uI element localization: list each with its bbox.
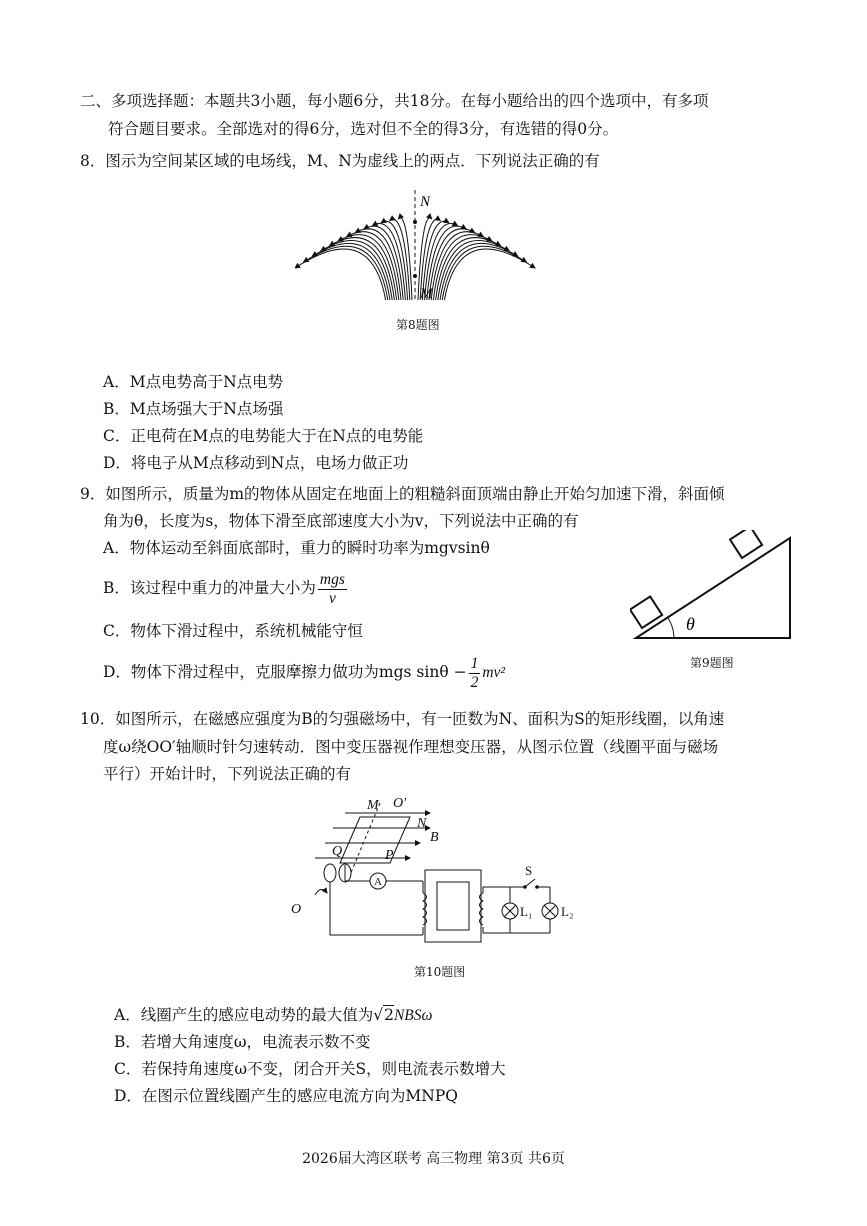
q9-option-d-numerator: 1 xyxy=(470,654,479,672)
rectangular-coil xyxy=(340,817,410,863)
label-b: B xyxy=(430,830,439,845)
field-line xyxy=(321,241,392,300)
field-lines xyxy=(295,218,535,300)
label-p: P xyxy=(385,848,394,863)
q9-option-d xyxy=(103,652,505,693)
q9-option-c: C．物体下滑过程中，系统机械能守恒 xyxy=(103,622,363,640)
point-n xyxy=(413,220,417,224)
q10-generator-circuit-figure xyxy=(285,795,585,955)
q10-stem-line1: 10．如图所示，在磁感应强度为B的匀强磁场中，有一匝数为N、面积为S的矩形线圈，以角速 xyxy=(80,710,725,728)
q10-option-c: C．若保持角速度ω不变，闭合开关S，则电流表示数增大 xyxy=(114,1060,506,1078)
q9-caption: 第9题图 xyxy=(690,656,734,670)
q9-option-b-text: B．该过程中重力的冲量大小为 xyxy=(103,579,316,597)
q9-option-d-fraction xyxy=(469,655,481,692)
rotation-axis xyxy=(350,803,380,875)
field-line xyxy=(442,246,526,300)
rotation-arrow xyxy=(315,889,327,895)
label-switch: S xyxy=(525,863,533,878)
q10-caption: 第10题图 xyxy=(414,965,466,979)
q10-option-b: B．若增大角速度ω，电流表示数不变 xyxy=(114,1033,371,1051)
label-o-prime: O′ xyxy=(393,796,407,811)
q10-stem-line2: 度ω绕OO′轴顺时针匀速转动．图中变压器视作理想变压器，从图示位置（线圈平面与磁场 xyxy=(103,738,719,756)
field-line xyxy=(440,243,518,300)
q9-option-b xyxy=(103,568,349,608)
incline-triangle xyxy=(636,538,790,638)
field-line xyxy=(304,246,388,300)
q8-option-d: D．将电子从M点移动到N点，电场力做正功 xyxy=(103,454,409,472)
q9-option-d-suffix: mv² xyxy=(482,664,506,681)
q9-option-d-text: D．物体下滑过程中，克服摩擦力做功为mgs sinθ − xyxy=(103,663,467,681)
section-title-line2: 符合题目要求。全部选对的得6分，选对但不全的得3分，有选错的得0分。 xyxy=(108,120,619,138)
field-line xyxy=(429,229,475,300)
q8-electric-field-figure xyxy=(295,188,545,308)
q10-option-a-suffix: NBSω xyxy=(393,1007,433,1024)
q9-option-a: A．物体运动至斜面底部时，重力的瞬时功率为mgvsinθ xyxy=(103,539,490,557)
label-n: N xyxy=(417,816,427,831)
section-title-line1: 二、多项选择题：本题共3小题，每小题6分，共18分。在每小题给出的四个选项中，有多项 xyxy=(80,92,709,110)
block-top xyxy=(730,530,762,558)
label-l2: L₂ xyxy=(561,904,574,919)
q10-stem-line3: 平行）开始计时，下列说法正确的有 xyxy=(103,765,352,783)
ammeter-label: A xyxy=(374,876,382,888)
field-line xyxy=(373,224,406,300)
q9-option-b-fraction xyxy=(318,571,347,608)
label-l1: L₁ xyxy=(520,904,533,919)
q9-option-d-denominator: 2 xyxy=(470,673,479,691)
q10-option-a-root: 2 xyxy=(384,1006,394,1024)
slip-ring-1 xyxy=(324,864,336,882)
q10-option-a: A．线圈产生的感应电动势的最大值为√2NBSω xyxy=(114,1006,433,1024)
q9-option-b-numerator: mgs xyxy=(319,570,345,588)
label-m: M xyxy=(367,798,379,813)
q10-option-a-text: A．线圈产生的感应电动势的最大值为 xyxy=(114,1006,374,1024)
q8-caption: 第8题图 xyxy=(396,318,440,332)
page-footer: 2026届大湾区联考 高三物理 第3页 共6页 xyxy=(302,1151,565,1167)
q8-stem: 8．图示为空间某区域的电场线，M、N为虚线上的两点．下列说法正确的有 xyxy=(80,152,600,170)
q9-stem-line2: 角为θ，长度为s，物体下滑至底部速度大小为v，下列说法中正确的有 xyxy=(103,512,579,530)
transformer-core xyxy=(425,870,481,942)
label-m: M xyxy=(420,286,433,302)
label-q: Q xyxy=(332,844,343,859)
transformer-window xyxy=(437,882,469,930)
q9-option-b-denominator: v xyxy=(328,589,336,607)
label-n: N xyxy=(420,194,431,210)
angle-arc xyxy=(668,618,674,638)
q10-option-d: D．在图示位置线圈产生的感应电流方向为MNPQ xyxy=(114,1087,458,1105)
field-line xyxy=(355,229,401,300)
field-line xyxy=(312,243,390,300)
field-line xyxy=(444,249,535,300)
point-m xyxy=(413,274,417,278)
field-line xyxy=(438,241,509,300)
q8-option-a: A．M点电势高于N点电势 xyxy=(103,373,284,391)
q8-option-b: B．M点场强大于N点场强 xyxy=(103,400,284,418)
label-o: O xyxy=(291,902,302,917)
q8-option-c: C．正电荷在M点的电势能大于在N点的电势能 xyxy=(103,427,424,445)
switch-lever xyxy=(525,879,535,887)
q9-incline-figure xyxy=(630,530,800,645)
theta-label: θ xyxy=(686,614,695,634)
field-line xyxy=(295,249,386,300)
q9-stem-line1: 9．如图所示，质量为m的物体从固定在地面上的粗糙斜面顶端由静止开始匀加速下滑，斜面倾 xyxy=(80,485,725,503)
